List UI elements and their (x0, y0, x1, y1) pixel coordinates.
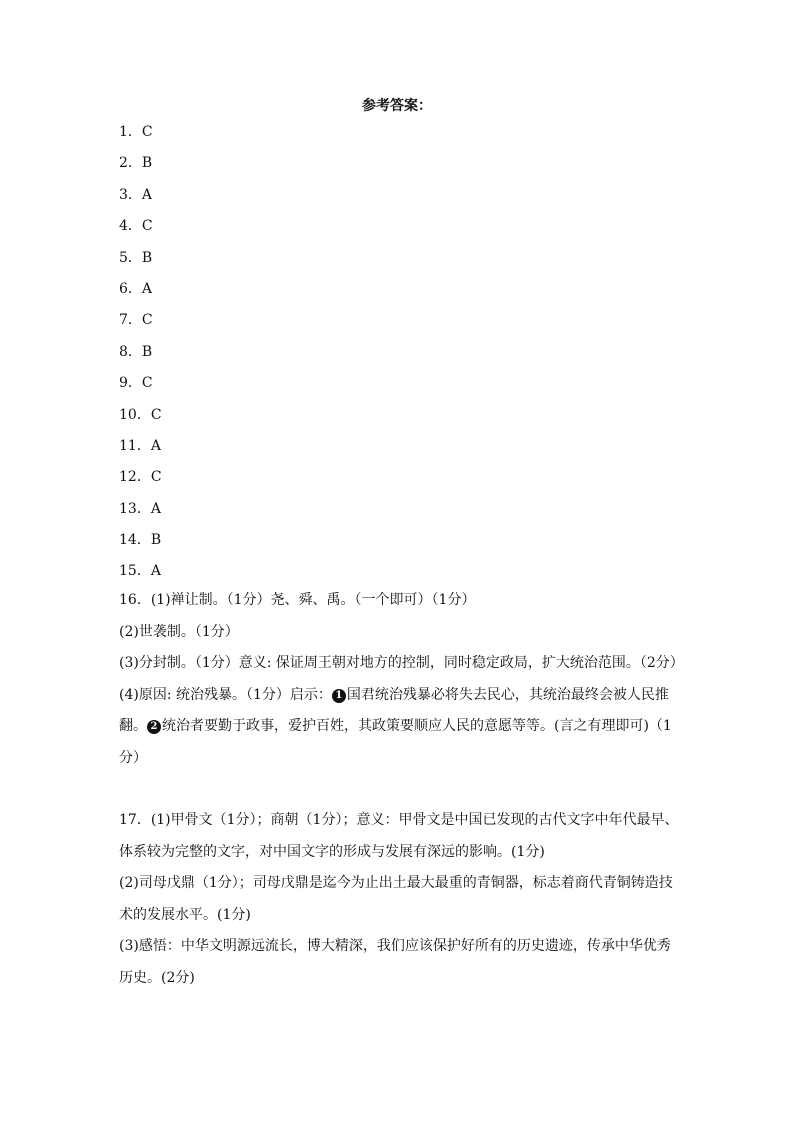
q17-line-3: (2)司母戊鼎（1分）；司母戊鼎是迄今为止出土最大最重的青铜器，标志着商代青铜铸造技 (119, 875, 673, 891)
q16-line-4-start: (4)原因: 统治残暴。（1分）启示： (119, 686, 332, 703)
q16-line-4 (119, 680, 689, 712)
choice-answer-15: 15．A (119, 563, 161, 580)
choice-answer-6: 6．A (119, 280, 153, 297)
circled-number-2-icon: 2 (147, 720, 161, 734)
q16-line-2: (2)世袭制。（1分） (119, 623, 239, 640)
q17-line-6: 历史。(2分) (119, 969, 195, 986)
choice-answer-4: 4．C (119, 218, 153, 235)
q16-line-6: 分） (119, 749, 147, 766)
choice-answer-7: 7．C (119, 312, 153, 329)
q17-line-4: 术的发展水平。(1分) (119, 906, 251, 923)
q16-line-4-end: 国君统治残暴必将失去民心，其统治最终会被人民推 (346, 686, 669, 703)
circled-number-1-icon: 1 (332, 689, 346, 703)
choice-answer-2: 2．B (119, 155, 153, 172)
choice-answer-list (119, 122, 699, 593)
choice-answer-1: 1．C (119, 124, 153, 140)
choice-answer-10: 10．C (119, 406, 162, 423)
q17-line-5: (3)感悟：中华文明源远流长，博大精深，我们应该保护好所有的历史遗迹，传承中华优秀 (119, 938, 671, 954)
q17-line-1: 17．(1)甲骨文（1分）；商朝（1分）；意义：甲骨文是中国已发现的古代文字中年代最早、 (119, 812, 679, 828)
choice-answer-5: 5．B (119, 249, 153, 266)
choice-answer-11: 11．A (119, 437, 161, 454)
choice-answer-14: 14．B (119, 532, 162, 549)
choice-answer-9: 9．C (119, 375, 153, 392)
q17-line-2: 体系较为完整的文字，对中国文字的形成与发展有深远的影响。(1分) (119, 843, 545, 860)
q16-line-3: (3)分封制。（1分）意义: 保证周王朝对地方的控制，同时稳定政局，扩大统治范围。（2分） (119, 655, 684, 671)
choice-answer-8: 8．B (119, 343, 153, 360)
choice-answer-12: 12．C (119, 469, 162, 486)
question-17-answer (119, 805, 689, 994)
q16-line-5-end: 统治者要勤于政事，爱护百姓，其政策要顺应人民的意愿等等。(言之有理即可)（1 (162, 718, 672, 734)
choice-answer-13: 13．A (119, 500, 161, 517)
page-title: 参考答案： (362, 98, 432, 114)
q16-line-5 (119, 711, 689, 743)
choice-answer-3: 3．A (119, 186, 153, 203)
q16-line-1: 16．(1)禅让制。（1分）尧、舜、禹。（一个即可）（1分） (119, 592, 476, 608)
question-16-answer (119, 585, 689, 774)
q16-line-5-start: 翻。 (119, 718, 147, 734)
